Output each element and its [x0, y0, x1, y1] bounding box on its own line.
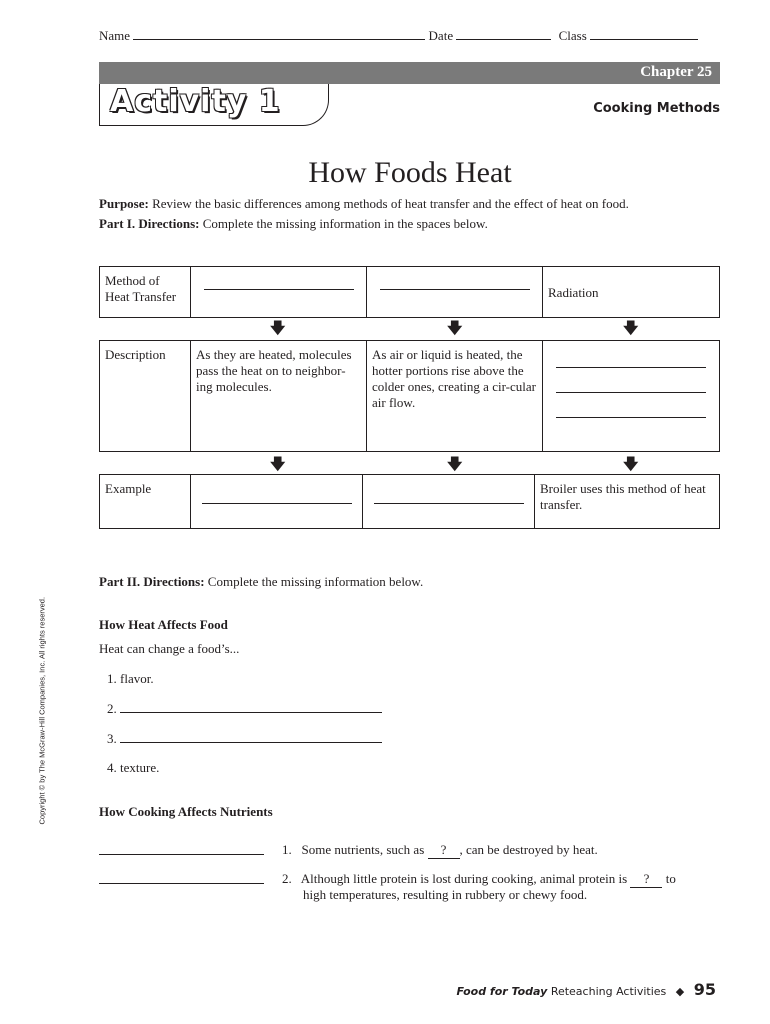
method-label: Method of Heat Transfer	[100, 267, 191, 317]
purpose-text: Review the basic differences among methods of heat transfer and the effect of heat on food.	[152, 196, 629, 211]
question-1: 1. Some nutrients, such as ? , can be destroyed by heat.	[282, 842, 598, 857]
part1-label: Part I. Directions:	[99, 216, 200, 231]
method-row	[99, 266, 720, 318]
chapter-bar	[99, 62, 720, 84]
name-date-class-line	[99, 28, 719, 44]
activity-tab	[99, 84, 329, 126]
list-item: 2.	[107, 701, 382, 717]
desc-convection: As air or liquid is heated, the hotter portions rise above the colder ones, creating a cir-cular air flow.	[367, 341, 543, 451]
part2-text: Complete the missing information below.	[207, 574, 424, 589]
name-label: Name	[99, 28, 131, 43]
heat-intro: Heat can change a food’s...	[99, 641, 240, 656]
chapter-label: Chapter 25	[640, 64, 712, 80]
page-title: How Foods Heat	[308, 156, 512, 189]
name-field[interactable]	[133, 39, 425, 40]
activity-title: Activity 1	[110, 84, 281, 119]
list-item: 4. texture.	[107, 760, 160, 775]
arrow-down-icon: 🡇	[623, 455, 639, 473]
example-label: Example	[100, 475, 191, 528]
arrow-down-icon: 🡇	[447, 455, 463, 473]
question-2: 2. Although little protein is lost during cooking, animal protein is ? to	[282, 871, 676, 886]
arrow-down-icon: 🡇	[623, 319, 639, 337]
arrow-down-icon: 🡇	[270, 319, 286, 337]
description-label: Description	[100, 341, 191, 451]
method-blank-1[interactable]	[191, 267, 367, 317]
date-label: Date	[428, 28, 454, 43]
copyright-notice: Copyright © by The McGraw-Hill Companies, Inc. All rights reserved.	[37, 596, 47, 825]
list-item: 1. flavor.	[107, 671, 154, 686]
heat-heading: How Heat Affects Food	[99, 617, 228, 632]
part1-text: Complete the missing information in the spaces below.	[202, 216, 488, 231]
class-label: Class	[558, 28, 587, 43]
part2-directions	[99, 574, 423, 590]
example-blank-1[interactable]	[191, 475, 363, 528]
part2-label: Part II. Directions:	[99, 574, 205, 589]
page-number: 95	[693, 980, 716, 999]
arrow-down-icon: 🡇	[447, 319, 463, 337]
purpose-label: Purpose:	[99, 196, 149, 211]
desc-radiation-blanks[interactable]	[543, 341, 719, 451]
example-radiation: Broiler uses this method of heat transfer.	[540, 481, 706, 512]
list-item: 3.	[107, 731, 382, 747]
part1-directions	[99, 216, 488, 232]
footer-text: Reteaching Activities	[550, 985, 667, 998]
diamond-icon: ◆	[675, 985, 685, 998]
nutrients-heading: How Cooking Affects Nutrients	[99, 804, 273, 819]
page-footer	[456, 980, 716, 999]
answer-line-2[interactable]	[120, 712, 382, 713]
answer-line-3[interactable]	[120, 742, 382, 743]
example-row	[99, 474, 720, 529]
answer-line-q2[interactable]	[99, 883, 264, 884]
question-2-cont: high temperatures, resulting in rubbery or chewy food.	[303, 887, 588, 902]
method-blank-2[interactable]	[367, 267, 543, 317]
footer-book-title: Food for Today	[456, 985, 548, 998]
arrow-down-icon: 🡇	[270, 455, 286, 473]
example-blank-2[interactable]	[363, 475, 535, 528]
answer-line-q1[interactable]	[99, 854, 264, 855]
class-field[interactable]	[590, 39, 698, 40]
purpose-line	[99, 196, 629, 212]
date-field[interactable]	[456, 39, 551, 40]
chapter-subtitle: Cooking Methods	[593, 101, 720, 116]
method-radiation: Radiation	[548, 285, 599, 300]
desc-conduction: As they are heated, molecules pass the heat on to neighbor-ing molecules.	[191, 341, 367, 451]
description-row	[99, 340, 720, 452]
